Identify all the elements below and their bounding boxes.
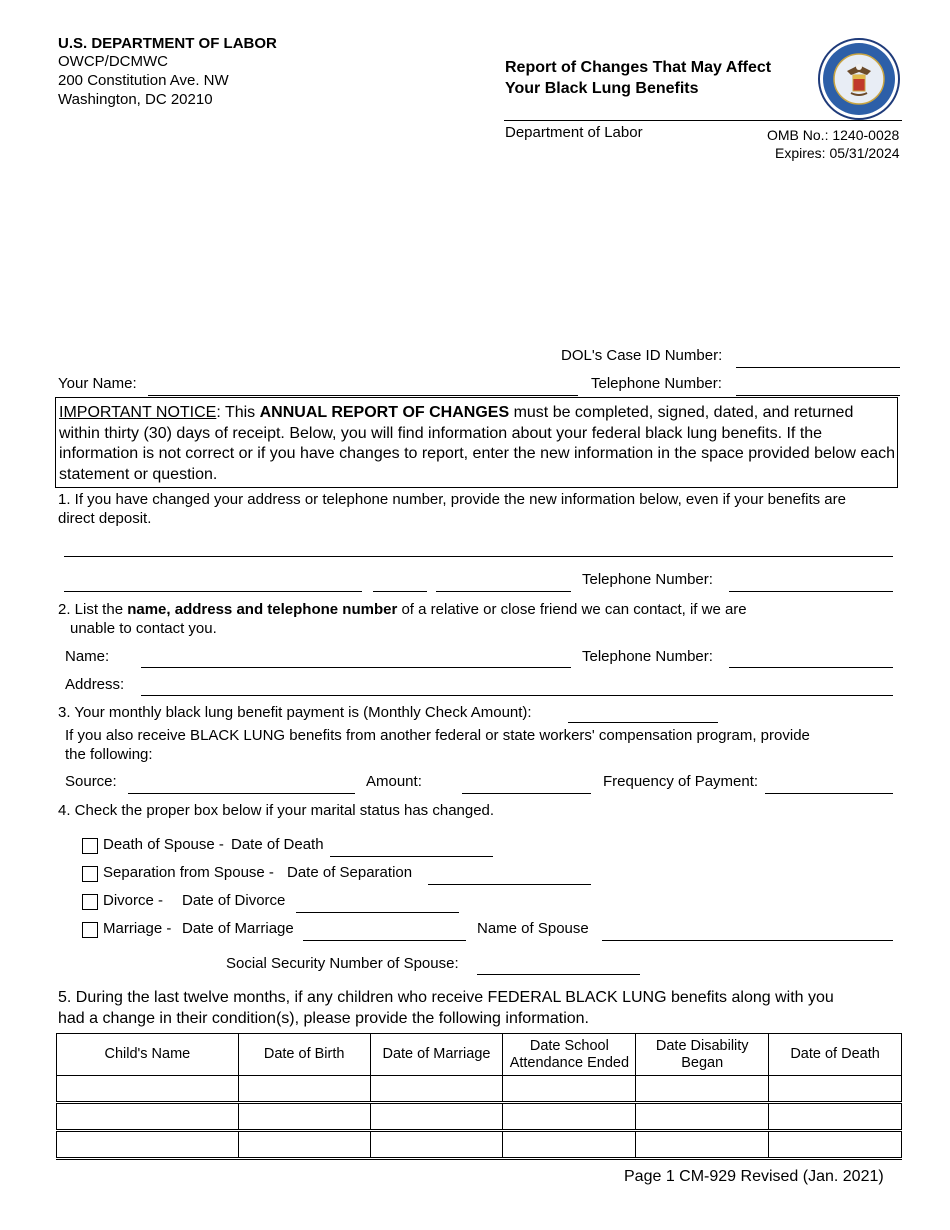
header-telephone-label: Telephone Number:	[591, 375, 722, 392]
divorce-checkbox[interactable]	[82, 894, 98, 910]
q2-address-field[interactable]	[141, 695, 893, 696]
divorce-label: Divorce -	[103, 892, 164, 909]
dol-seal-icon	[817, 37, 901, 121]
spouse-ssn-field[interactable]	[477, 974, 640, 975]
column-header: Date Disability Began	[636, 1034, 769, 1076]
case-id-field[interactable]	[736, 367, 900, 368]
column-header: Date of Birth	[238, 1034, 370, 1076]
q1-telephone-field[interactable]	[729, 591, 893, 592]
table-cell[interactable]	[503, 1131, 636, 1159]
q1-address-line[interactable]	[64, 556, 893, 557]
column-header: Date of Marriage	[370, 1034, 503, 1076]
table-cell[interactable]	[503, 1076, 636, 1103]
table-row	[57, 1131, 902, 1159]
date-of-death-label: Date of Death	[231, 836, 324, 853]
notice-emphasis: ANNUAL REPORT OF CHANGES	[259, 404, 510, 421]
spouse-name-label: Name of Spouse	[477, 920, 589, 937]
q2-text-line1: 2. List the name, address and telephone number of a relative or close friend we can contact, if we are	[58, 601, 747, 618]
table-cell[interactable]	[370, 1103, 503, 1131]
form-title-line2: Your Black Lung Benefits	[505, 80, 699, 97]
marriage-label: Marriage -	[103, 920, 172, 937]
table-cell[interactable]	[238, 1103, 370, 1131]
table-cell[interactable]	[57, 1076, 239, 1103]
table-cell[interactable]	[503, 1103, 636, 1131]
column-header: Child's Name	[57, 1034, 239, 1076]
page-footer: Page 1 CM-929 Revised (Jan. 2021)	[624, 1168, 884, 1185]
table-cell[interactable]	[636, 1103, 769, 1131]
q3-source-field[interactable]	[128, 793, 355, 794]
notice-title: IMPORTANT NOTICE	[59, 404, 217, 421]
q1-text-line1: 1. If you have changed your address or telephone number, provide the new information below, even if your benefits are	[58, 491, 846, 508]
omb-expires: Expires: 05/31/2024	[775, 145, 900, 161]
q3-frequency-label: Frequency of Payment:	[603, 773, 759, 790]
children-table-header	[57, 1034, 902, 1076]
q5-text-line1: 5. During the last twelve months, if any children who receive FEDERAL BLACK LUNG benefits along with you	[58, 989, 834, 1006]
date-of-separation-field[interactable]	[428, 884, 591, 885]
table-cell[interactable]	[370, 1131, 503, 1159]
table-row	[57, 1103, 902, 1131]
column-header: Date School Attendance Ended	[503, 1034, 636, 1076]
q3-source-label: Source:	[65, 773, 117, 790]
date-of-marriage-label: Date of Marriage	[182, 920, 294, 937]
date-of-death-field[interactable]	[330, 856, 493, 857]
table-row	[57, 1076, 902, 1103]
q3-text-line3: the following:	[65, 746, 153, 763]
q1-telephone-label: Telephone Number:	[582, 571, 713, 588]
q3-amount-field[interactable]	[462, 793, 591, 794]
q2-name-label: Name:	[65, 648, 110, 665]
q3-text-line1: 3. Your monthly black lung benefit payment is (Monthly Check Amount):	[58, 704, 532, 721]
important-notice: IMPORTANT NOTICE: This ANNUAL REPORT OF CHANGES must be completed, signed, dated, and returned within thirty (30) days of receipt. Below, you will find information about your federal black lung benefits. If the information is not correct or if you have changes to report, enter the new information in the space provided below each statement or question.	[55, 397, 898, 488]
your-name-field[interactable]	[148, 395, 578, 396]
children-table	[56, 1033, 902, 1160]
q1-text-line2: direct deposit.	[58, 510, 152, 527]
column-header: Date of Death	[769, 1034, 902, 1076]
table-cell[interactable]	[370, 1076, 503, 1103]
q5-text-line2: had a change in their condition(s), please provide the following information.	[58, 1010, 589, 1027]
omb-number: OMB No.: 1240-0028	[767, 127, 900, 143]
table-cell[interactable]	[636, 1076, 769, 1103]
separation-label: Separation from Spouse -	[103, 864, 274, 881]
table-cell[interactable]	[769, 1076, 902, 1103]
agency-name: U.S. DEPARTMENT OF LABOR	[58, 35, 277, 52]
marriage-checkbox[interactable]	[82, 922, 98, 938]
date-of-divorce-field[interactable]	[296, 912, 459, 913]
form-title-line1: Report of Changes That May Affect	[505, 59, 772, 76]
header-telephone-field[interactable]	[736, 395, 900, 396]
q1-state-field[interactable]	[373, 591, 427, 592]
table-cell[interactable]	[636, 1131, 769, 1159]
agency-division: OWCP/DCMWC	[58, 53, 168, 70]
q2-address-label: Address:	[65, 676, 125, 693]
table-cell[interactable]	[238, 1131, 370, 1159]
q3-text-line2: If you also receive BLACK LUNG benefits from another federal or state workers' compensation program, provide	[65, 727, 810, 744]
q1-zip-field[interactable]	[436, 591, 571, 592]
q2-telephone-label: Telephone Number:	[582, 648, 713, 665]
table-cell[interactable]	[238, 1076, 370, 1103]
table-cell[interactable]	[769, 1131, 902, 1159]
q2-telephone-field[interactable]	[729, 667, 893, 668]
date-of-marriage-field[interactable]	[303, 940, 466, 941]
death-of-spouse-label: Death of Spouse -	[103, 836, 224, 853]
form-dept: Department of Labor	[505, 124, 643, 141]
table-cell[interactable]	[57, 1103, 239, 1131]
spouse-name-field[interactable]	[602, 940, 893, 941]
table-cell[interactable]	[769, 1103, 902, 1131]
title-rule	[504, 120, 902, 121]
agency-city: Washington, DC 20210	[58, 91, 213, 108]
q3-frequency-field[interactable]	[765, 793, 893, 794]
q2-name-field[interactable]	[141, 667, 571, 668]
table-cell[interactable]	[57, 1131, 239, 1159]
q4-title: 4. Check the proper box below if your marital status has changed.	[58, 802, 495, 819]
date-of-separation-label: Date of Separation	[287, 864, 413, 881]
death-of-spouse-checkbox[interactable]	[82, 838, 98, 854]
date-of-divorce-label: Date of Divorce	[182, 892, 286, 909]
case-id-label: DOL's Case ID Number:	[561, 347, 723, 364]
q1-city-field[interactable]	[64, 591, 362, 592]
agency-street: 200 Constitution Ave. NW	[58, 72, 229, 89]
notice-body: must be completed, signed, dated, and returned within thirty (30) days of receipt. Below, you will find information about your federal black lung benefits. If the information is not correct or if you have changes to report, enter the new information in the space provided below each statement or question.	[59, 404, 896, 483]
q2-text-line2: unable to contact you.	[70, 620, 217, 637]
separation-checkbox[interactable]	[82, 866, 98, 882]
your-name-label: Your Name:	[58, 375, 137, 392]
q3-monthly-amount-field[interactable]	[568, 722, 718, 723]
spouse-ssn-label: Social Security Number of Spouse:	[226, 955, 459, 972]
q3-amount-label: Amount:	[366, 773, 422, 790]
